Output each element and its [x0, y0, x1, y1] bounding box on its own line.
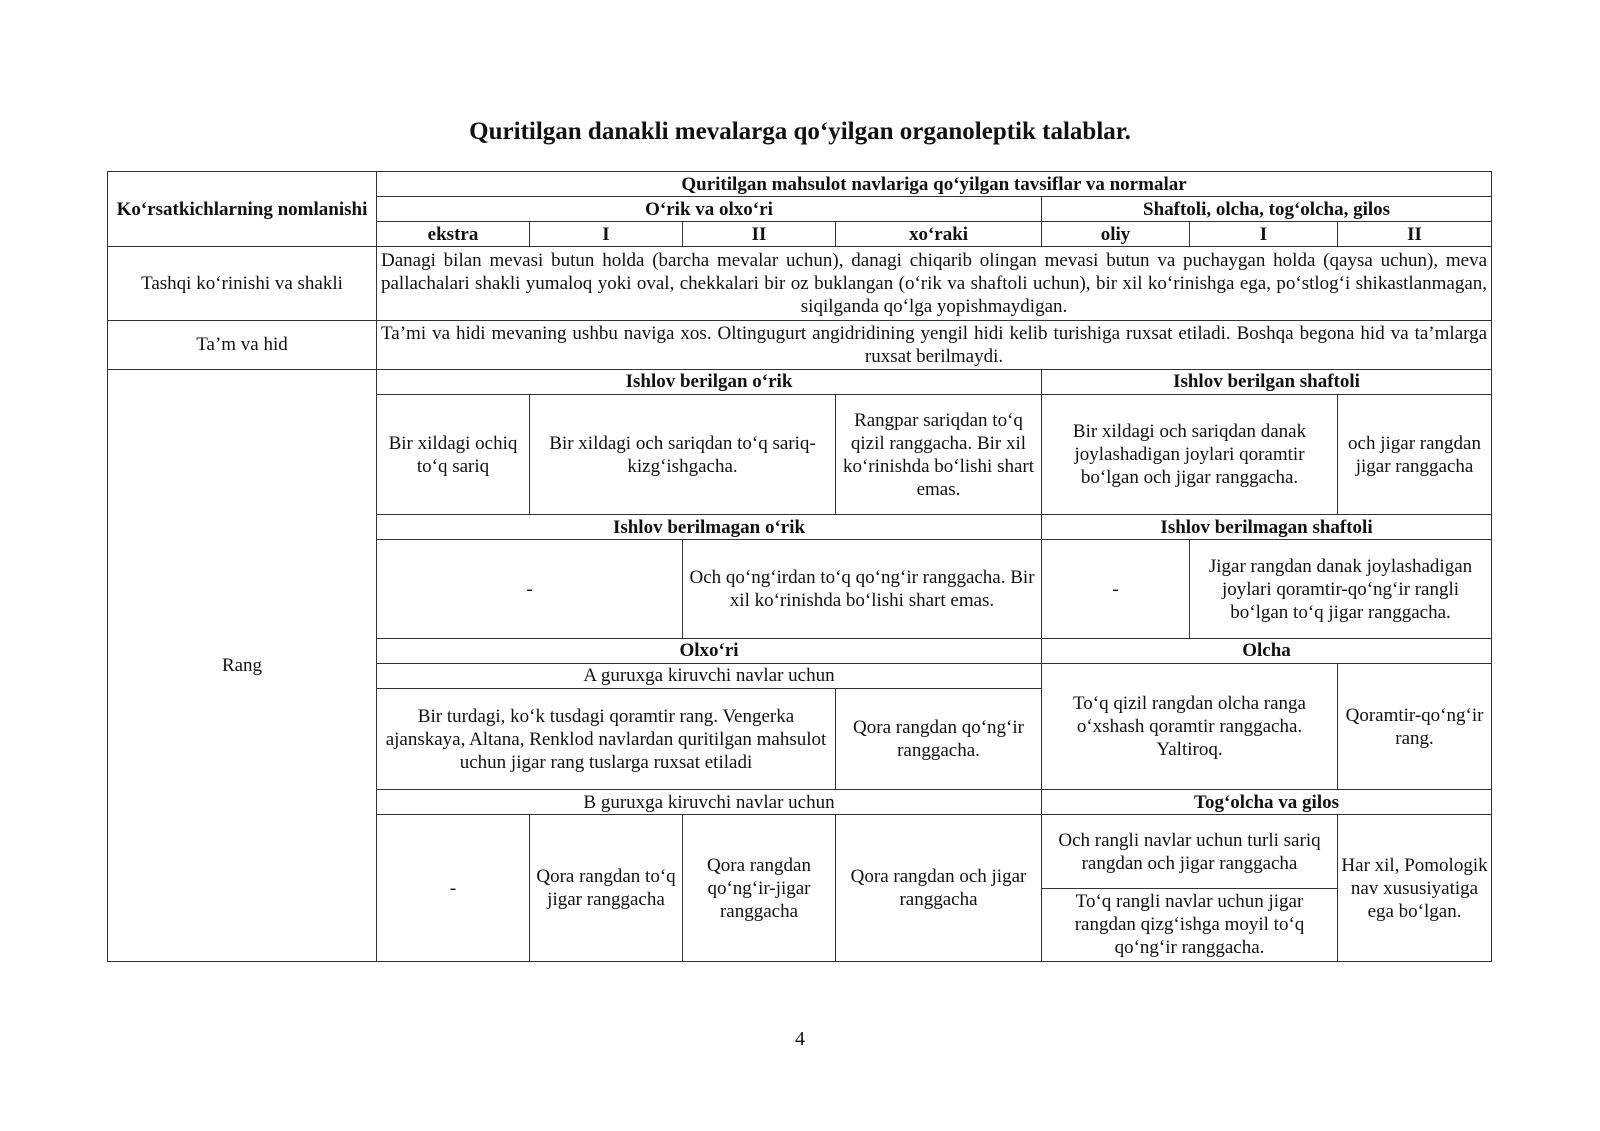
group-a-text-1: Bir turdagi, ko‘k tusdagi qoramtir rang. Vengerka ajanskaya, Altana, Renklod navlardan quritilgan mahsulot uchun jigar rang tuslarga ruxsat etiladi: [377, 688, 836, 789]
requirements-table: [107, 171, 1492, 962]
grade-ekstra: ekstra: [377, 222, 530, 247]
unprocessed-orik-dash: -: [377, 540, 683, 638]
group-b-text-3: Qora rangdan qo‘ng‘ir-jigar ranggacha: [683, 815, 836, 962]
processed-orik-ekstra: Bir xildagi ochiq to‘q sariq: [377, 394, 530, 514]
unprocessed-orik-text: Och qo‘ng‘irdan to‘q qo‘ng‘ir ranggacha. Bir xil ko‘rinishda bo‘lishi shart emas.: [683, 540, 1042, 638]
processed-shaftoli-header: Ishlov berilgan shaftoli: [1042, 369, 1492, 394]
group-a-text-2: Qora rangdan qo‘ng‘ir ranggacha.: [836, 688, 1042, 789]
header-main: Quritilgan mahsulot navlariga qo‘yilgan tavsiflar va normalar: [377, 172, 1492, 197]
grade-oliy: oliy: [1042, 222, 1190, 247]
processed-shaftoli-oliy-i: Bir xildagi och sariqdan danak joylashadigan joylari qoramtir bo‘lgan och jigar ranggacha.: [1042, 394, 1338, 514]
group-b-header: B guruxga kiruvchi navlar uchun: [377, 790, 1042, 815]
row-label-taste: Ta’m va hid: [108, 320, 377, 369]
group-a-header: A guruxga kiruvchi navlar uchun: [377, 663, 1042, 688]
grade-xoraki: xo‘raki: [836, 222, 1042, 247]
appearance-text: Danagi bilan mevasi butun holda (barcha mevalar uchun), danagi chiqarib olingan mevasi butun va puchaygan holda (qaysa uchun), meva pallachalari shakli yumaloq yoki oval, chekkalari bir oz buklangan (o‘rik va shaftoli uchun), bir xil ko‘rinishga ega, po‘stlog‘i shikastlanmagan, siqilganda qo‘lga yopishmaydigan.: [377, 247, 1492, 320]
requirements-table-container: [107, 171, 1491, 962]
togolcha-text-2: To‘q rangli navlar uchun jigar rangdan qizg‘ishga moyil to‘q qo‘ng‘ir ranggacha.: [1042, 888, 1338, 961]
grade-i: I: [530, 222, 683, 247]
group-b-text-4: Qora rangdan och jigar ranggacha: [836, 815, 1042, 962]
olcha-text-2: Qoramtir-qo‘ng‘ir rang.: [1338, 663, 1492, 789]
row-label-color: Rang: [108, 369, 377, 961]
unprocessed-shaftoli-dash: -: [1042, 540, 1190, 638]
olxori-header: Olxo‘ri: [377, 638, 1042, 663]
group-b-text-2: Qora rangdan to‘q jigar ranggacha: [530, 815, 683, 962]
row-label-appearance: Tashqi ko‘rinishi va shakli: [108, 247, 377, 320]
group-b-dash: -: [377, 815, 530, 962]
header-group-orik: O‘rik va olxo‘ri: [377, 197, 1042, 222]
processed-orik-xoraki: Rangpar sariqdan to‘q qizil ranggacha. Bir xil ko‘rinishda bo‘lishi shart emas.: [836, 394, 1042, 514]
page-title: Quritilgan danakli mevalarga qo‘yilgan organoleptik talablar.: [469, 118, 1131, 145]
header-group-shaftoli: Shaftoli, olcha, tog‘olcha, gilos: [1042, 197, 1492, 222]
unprocessed-orik-header: Ishlov berilmagan o‘rik: [377, 515, 1042, 540]
grade-ii: II: [683, 222, 836, 247]
olcha-header: Olcha: [1042, 638, 1492, 663]
processed-orik-i-ii: Bir xildagi och sariqdan to‘q sariq-kizg‘ishgacha.: [530, 394, 836, 514]
togolcha-header: Tog‘olcha va gilos: [1042, 790, 1492, 815]
grade-i-2: I: [1190, 222, 1338, 247]
taste-text: Ta’mi va hidi mevaning ushbu naviga xos. Oltingugurt angidridining yengil hidi kelib turishiga ruxsat etiladi. Boshqa begona hid va ta’mlarga ruxsat berilmaydi.: [377, 320, 1492, 369]
header-indicator: Ko‘rsatkichlarning nomlanishi: [108, 172, 377, 247]
page-number: 4: [795, 1028, 805, 1050]
togolcha-text-3: Har xil, Pomologik nav xususiyatiga ega bo‘lgan.: [1338, 815, 1492, 962]
unprocessed-shaftoli-header: Ishlov berilmagan shaftoli: [1042, 515, 1492, 540]
grade-ii-2: II: [1338, 222, 1492, 247]
unprocessed-shaftoli-text: Jigar rangdan danak joylashadigan joylari qoramtir-qo‘ng‘ir rangli bo‘lgan to‘q jigar ranggacha.: [1190, 540, 1492, 638]
processed-orik-header: Ishlov berilgan o‘rik: [377, 369, 1042, 394]
togolcha-text-1: Och rangli navlar uchun turli sariq rangdan och jigar ranggacha: [1042, 815, 1338, 888]
processed-shaftoli-ii: och jigar rangdan jigar ranggacha: [1338, 394, 1492, 514]
olcha-text-1: To‘q qizil rangdan olcha ranga o‘xshash qoramtir ranggacha. Yaltiroq.: [1042, 663, 1338, 789]
